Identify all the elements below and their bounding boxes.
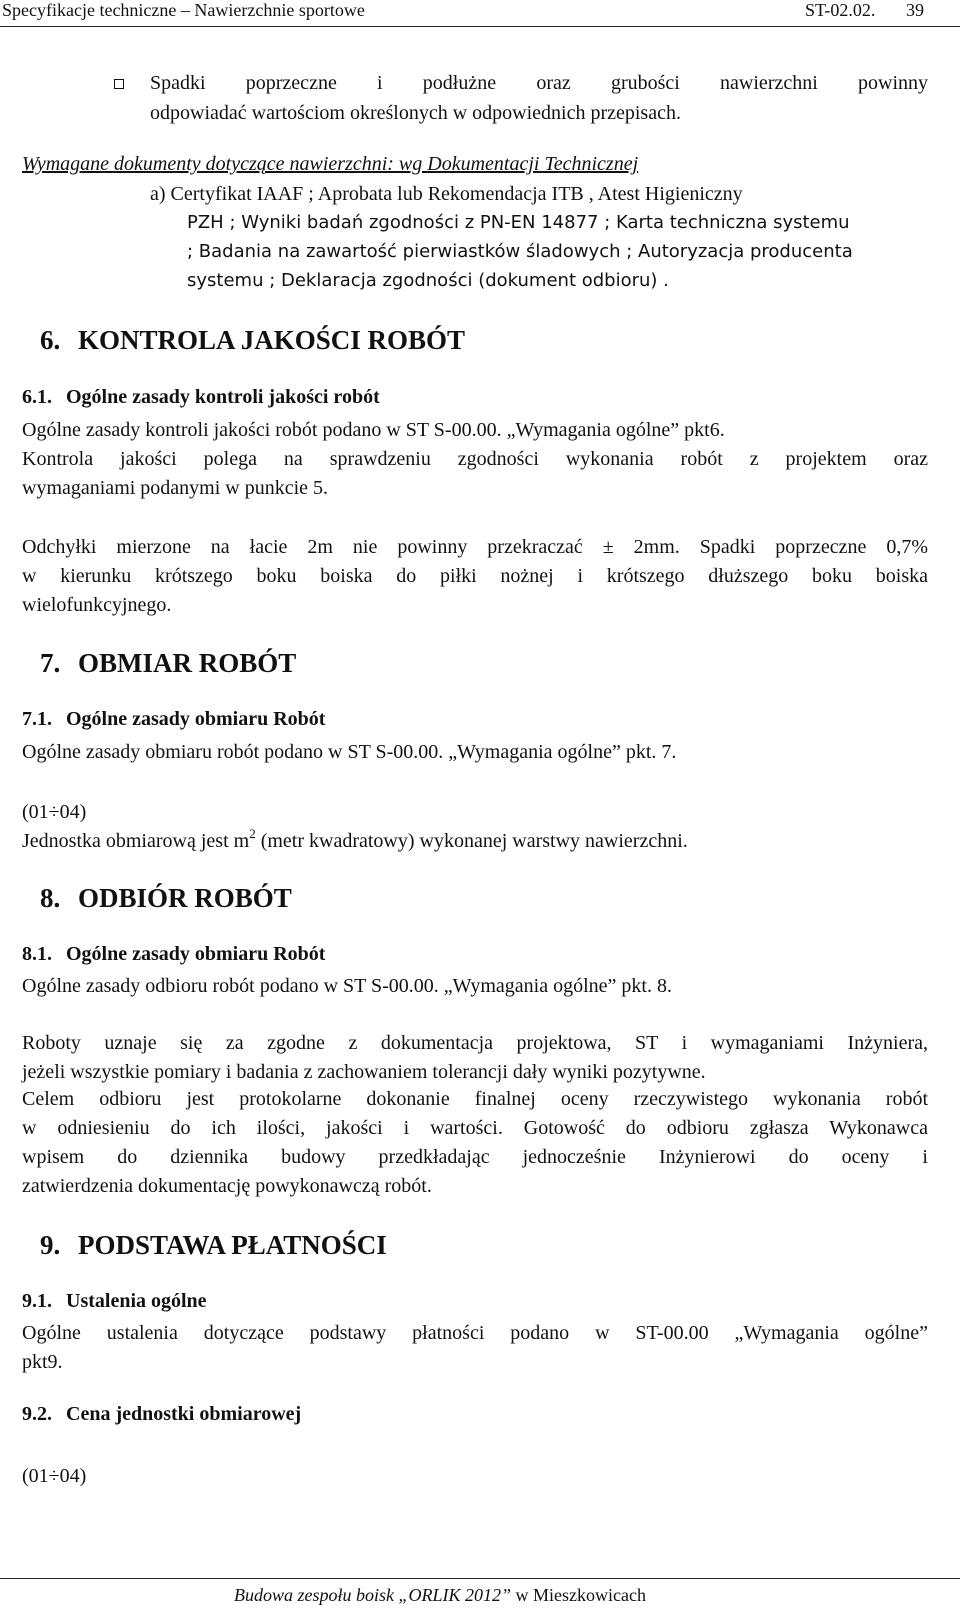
section-7-number: 7. xyxy=(40,648,61,678)
section-7-range: (01÷04) xyxy=(22,801,87,823)
section-9-1-heading: Ustalenia ogólne xyxy=(66,1290,207,1312)
section-6-number: 6. xyxy=(40,325,61,355)
section-6-paragraph-3-line2: w kierunku krótszego boku boiska do piłki nożnej i krótszego dłuższego boku boiska xyxy=(22,565,928,587)
footer-project-name: Budowa zespołu boisk „ORLIK 2012” xyxy=(234,1585,516,1605)
header-rule xyxy=(0,26,960,27)
section-8-1-heading: Ogólne zasady obmiaru Robót xyxy=(66,943,326,965)
section-7-1-heading: Ogólne zasady obmiaru Robót xyxy=(66,708,326,730)
checkbox-bullet-icon xyxy=(114,79,124,89)
section-6-paragraph-3-line3: wielofunkcyjnego. xyxy=(22,594,172,616)
section-8-paragraph-2-line1: Roboty uznaje się za zgodne z dokumentacja projektowa, ST i wymaganiami Inżyniera, xyxy=(22,1032,928,1054)
footer-text xyxy=(234,1585,646,1606)
footer-rule xyxy=(0,1578,960,1579)
section-8-paragraph-3-line2: w odniesieniu do ich ilości, jakości i wartości. Gotowość do odbioru zgłasza Wykonawca xyxy=(22,1117,928,1139)
section-6-heading: KONTROLA JAKOŚCI ROBÓT xyxy=(78,325,466,355)
documents-item-a-line4: systemu ; Deklaracja zgodności (dokument odbioru) . xyxy=(187,270,669,291)
bullet-text-line2: odpowiadać wartościom określonych w odpowiednich przepisach. xyxy=(150,102,681,124)
documents-item-a-line3: ; Badania na zawartość pierwiastków śladowych ; Autoryzacja producenta xyxy=(187,241,853,262)
section-8-number: 8. xyxy=(40,883,61,913)
section-9-range: (01÷04) xyxy=(22,1465,87,1487)
section-8-paragraph-2-line2: jeżeli wszystkie pomiary i badania z zachowaniem tolerancji dały wyniki pozytywne. xyxy=(22,1061,706,1083)
section-9-paragraph-1-line1: Ogólne ustalenia dotyczące podstawy płatności podano w ST-00.00 „Wymagania ogólne” xyxy=(22,1322,928,1344)
section-6-1-number: 6.1. xyxy=(22,386,52,408)
section-9-2-heading: Cena jednostki obmiarowej xyxy=(66,1403,302,1425)
section-6-1-heading: Ogólne zasady kontroli jakości robót xyxy=(66,386,380,408)
section-9-2-number: 9.2. xyxy=(22,1403,52,1425)
documents-intro: Wymagane dokumenty dotyczące nawierzchni: wg Dokumentacji Technicznej xyxy=(22,153,639,175)
section-8-paragraph-1: Ogólne zasady odbioru robót podano w ST S-00.00. „Wymagania ogólne” pkt. 8. xyxy=(22,975,672,997)
unit-text-post: (metr kwadratowy) wykonanej warstwy nawierzchni. xyxy=(255,830,688,852)
section-9-paragraph-1-line2: pkt9. xyxy=(22,1351,63,1373)
section-7-1-number: 7.1. xyxy=(22,708,52,730)
section-7-paragraph-1: Ogólne zasady obmiaru robót podano w ST S-00.00. „Wymagania ogólne” pkt. 7. xyxy=(22,741,677,763)
section-7-unit-line xyxy=(22,826,688,856)
section-6-paragraph-2-line2: wymaganiami podanymi w punkcie 5. xyxy=(22,477,329,499)
header-page-number: 39 xyxy=(906,0,924,20)
section-8-1-number: 8.1. xyxy=(22,943,52,965)
documents-item-a-line1: a) Certyfikat IAAF ; Aprobata lub Rekomendacja ITB , Atest Higieniczny xyxy=(150,183,743,205)
section-8-paragraph-3-line4: zatwierdzenia dokumentację powykonawczą robót. xyxy=(22,1175,432,1197)
bullet-text-line1: Spadki poprzeczne i podłużne oraz grubości nawierzchni powinny xyxy=(150,72,928,94)
section-8-heading: ODBIÓR ROBÓT xyxy=(78,883,292,913)
documents-item-a-line2: PZH ; Wyniki badań zgodności z PN-EN 14877 ; Karta techniczna systemu xyxy=(187,212,850,233)
footer-location: w Mieszkowicach xyxy=(515,1585,646,1605)
section-9-1-number: 9.1. xyxy=(22,1290,52,1312)
section-9-heading: PODSTAWA PŁATNOŚCI xyxy=(78,1230,387,1260)
section-6-paragraph-1: Ogólne zasady kontroli jakości robót podano w ST S-00.00. „Wymagania ogólne” pkt6. xyxy=(22,419,725,441)
header-code: ST-02.02. xyxy=(805,0,876,20)
section-6-paragraph-2-line1: Kontrola jakości polega na sprawdzeniu zgodności wykonania robót z projektem oraz xyxy=(22,448,928,470)
section-7-heading: OBMIAR ROBÓT xyxy=(78,648,297,678)
unit-superscript: 2 xyxy=(249,826,256,841)
section-6-paragraph-3-line1: Odchyłki mierzone na łacie 2m nie powinny przekraczać ± 2mm. Spadki poprzeczne 0,7% xyxy=(22,536,928,558)
section-8-paragraph-3-line3: wpisem do dziennika budowy przedkładając jednocześnie Inżynierowi do oceny i xyxy=(22,1146,928,1168)
unit-text-pre: Jednostka obmiarową jest m xyxy=(22,830,250,852)
section-8-paragraph-3-line1: Celem odbioru jest protokolarne dokonanie finalnej oceny rzeczywistego wykonania robót xyxy=(22,1088,928,1110)
section-9-number: 9. xyxy=(40,1230,61,1260)
header-title: Specyfikacje techniczne – Nawierzchnie sportowe xyxy=(2,0,365,20)
